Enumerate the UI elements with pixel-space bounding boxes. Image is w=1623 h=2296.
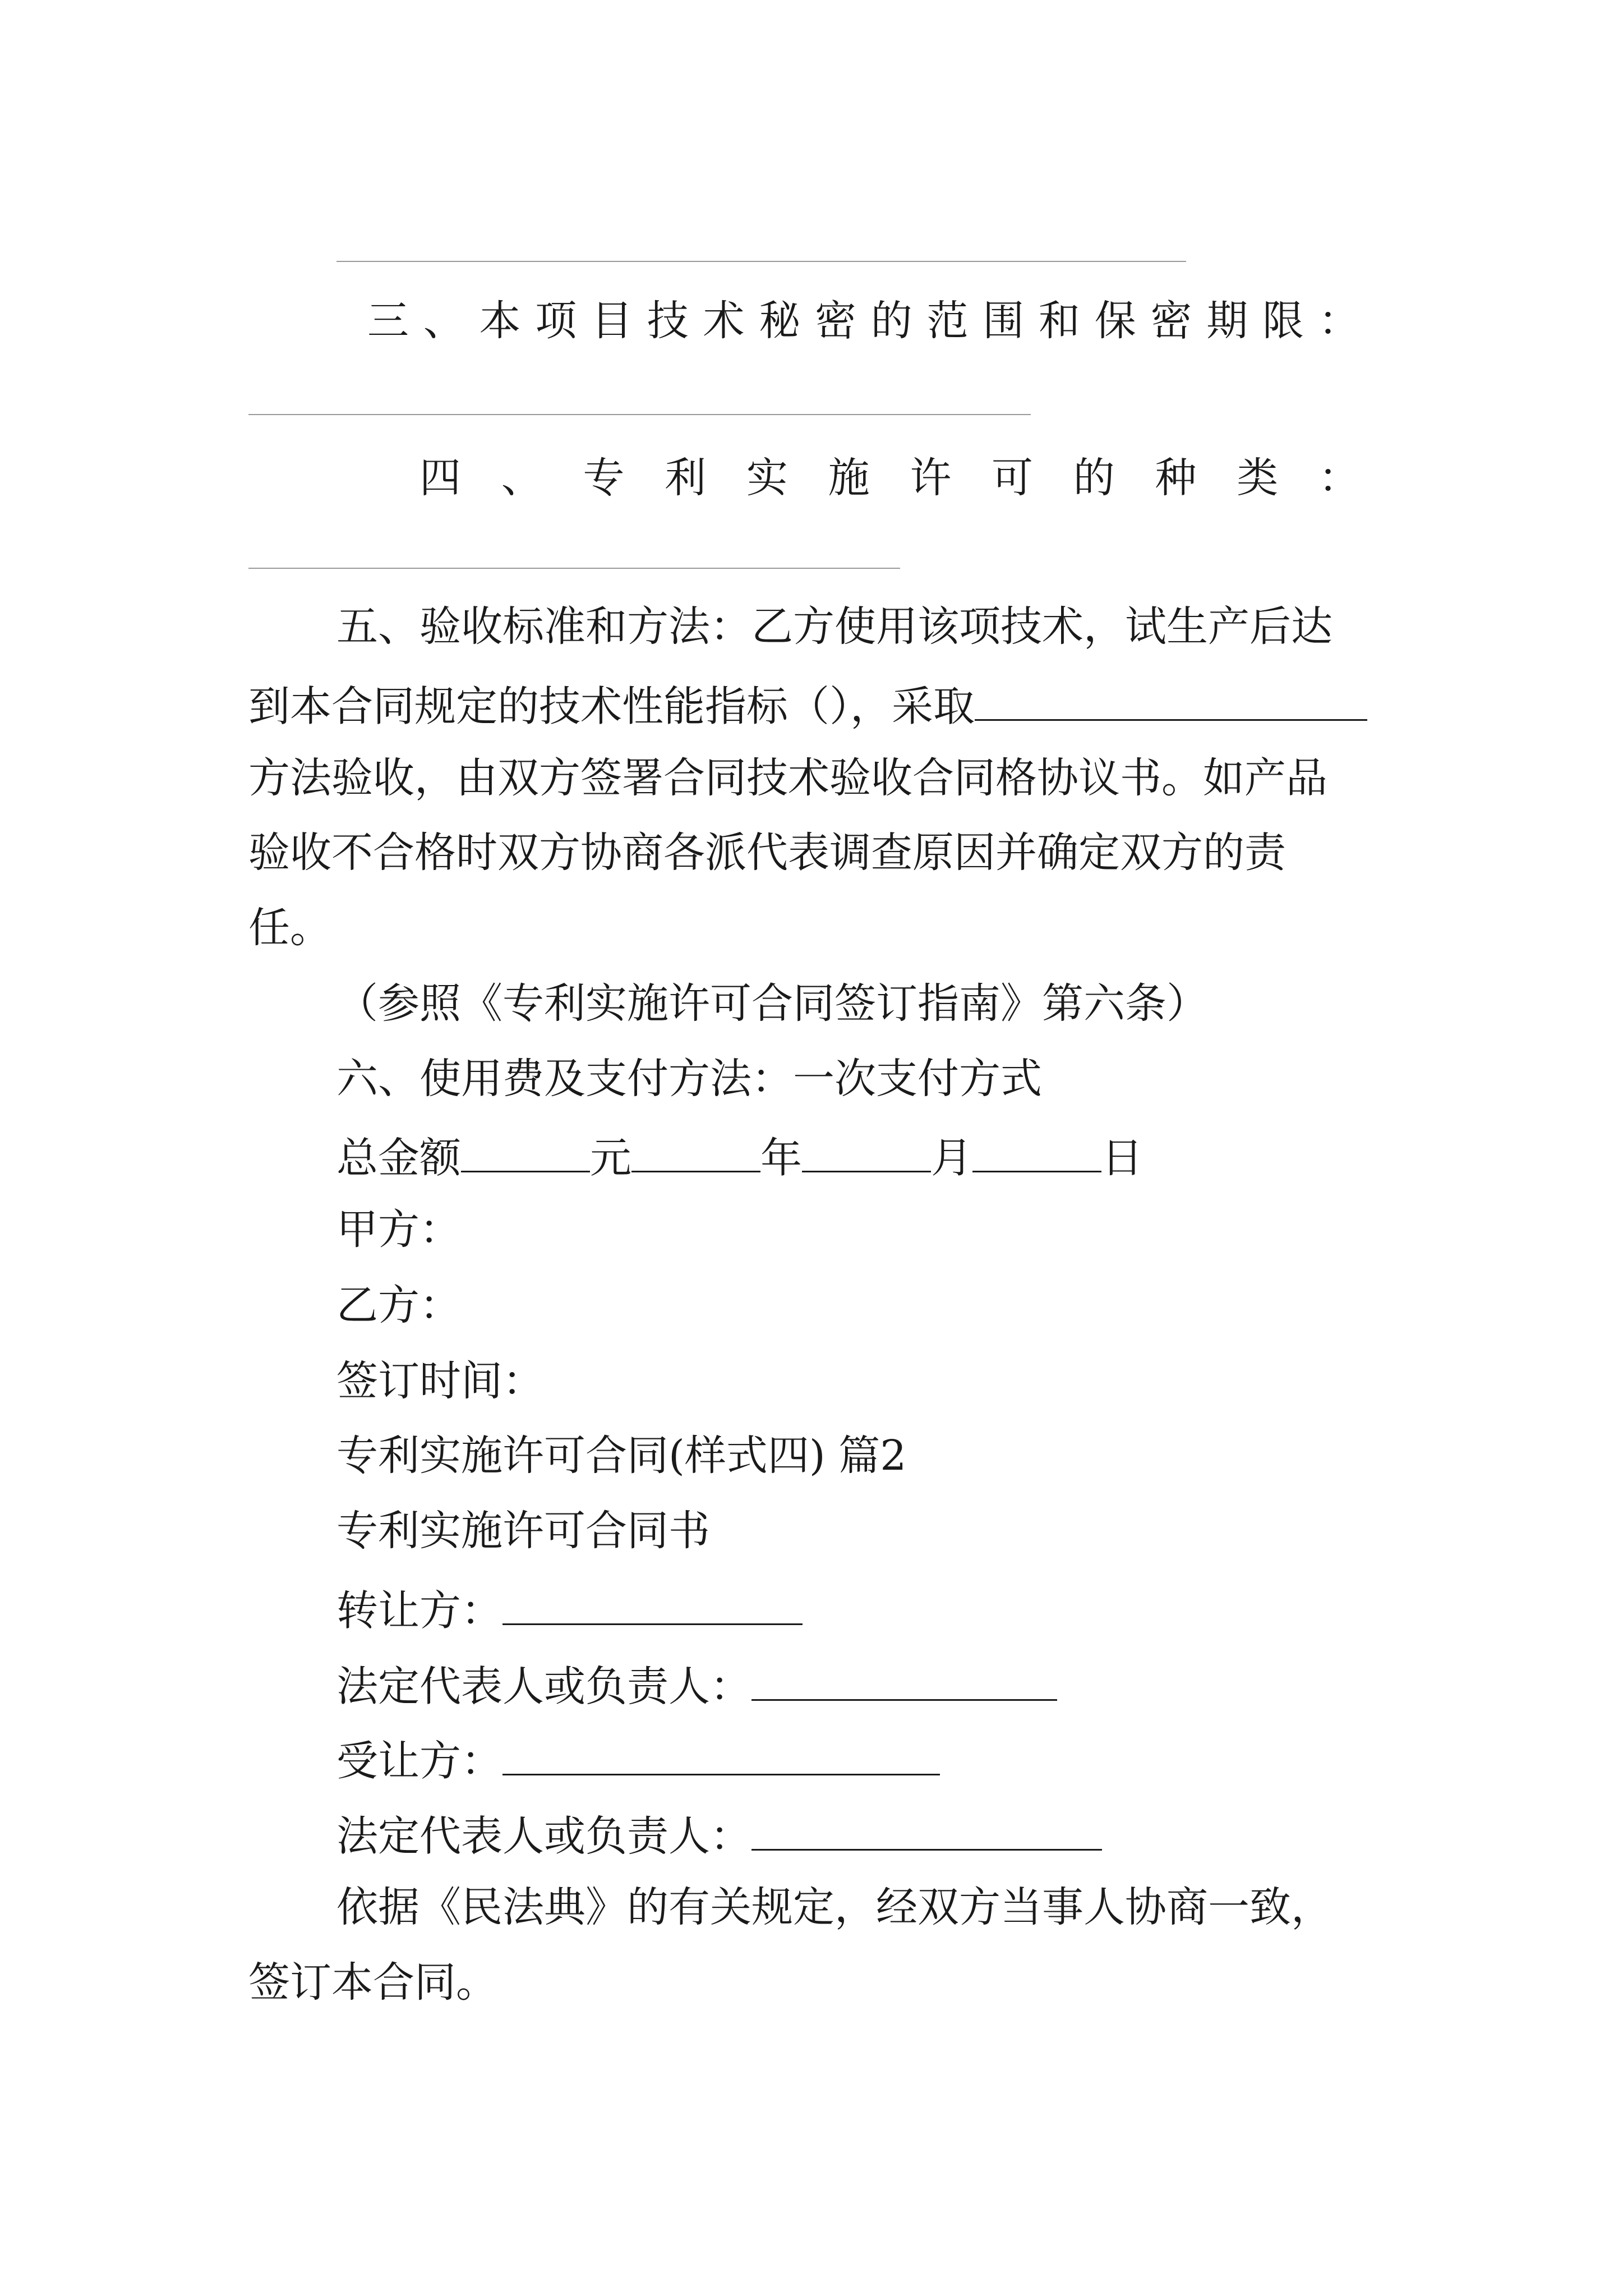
second-contract-title: 专利实施许可合同(样式四) 篇2	[336, 1432, 907, 1480]
heading-char: 可	[992, 454, 1034, 502]
month-label: 月	[931, 1134, 972, 1182]
party-a-label: 甲方：	[336, 1205, 461, 1254]
heading-char: 范	[926, 297, 969, 345]
section-5-line-4: 验收不合格时双方协商各派代表调查原因并确定双方的责	[248, 829, 1286, 877]
heading-char: 种	[1155, 454, 1197, 502]
heading-char: 施	[828, 454, 870, 502]
heading-char: 项	[535, 297, 577, 345]
heading-char: 本	[479, 297, 521, 345]
section-5-line-1: 五、验收标准和方法：乙方使用该项技术，试生产后达	[336, 602, 1332, 651]
heading-char: 专	[583, 454, 625, 502]
section-3-rule	[248, 414, 1031, 415]
legal-rep-label-2: 法定代表人或负责人：	[336, 1812, 751, 1861]
section-5-line-5: 任。	[248, 904, 331, 952]
transferee-label: 受让方：	[336, 1737, 502, 1786]
legal-rep-blank-1[interactable]	[751, 1662, 1057, 1701]
legal-rep-row-1	[336, 1662, 1057, 1711]
heading-char: 利	[665, 454, 707, 502]
sign-time-label: 签订时间：	[336, 1357, 544, 1405]
section-4-rule	[248, 568, 900, 569]
day-label: 日	[1101, 1134, 1143, 1182]
yuan-label: 元	[590, 1134, 631, 1182]
reference-note: （参照《专利实施许可合同签订指南》第六条）	[336, 979, 1208, 1028]
amount-blank[interactable]	[461, 1133, 590, 1172]
basis-line-2: 签订本合同。	[248, 1958, 497, 2007]
method-blank[interactable]	[975, 682, 1367, 721]
heading-char: 的	[1073, 454, 1115, 502]
heading-char: 密	[1150, 297, 1192, 345]
top-rule	[336, 261, 1186, 262]
day-blank[interactable]	[972, 1133, 1101, 1172]
legal-rep-blank-2[interactable]	[751, 1811, 1102, 1851]
section-5-line-3: 方法验收，由双方签署合同技术验收合同格协议书。如产品	[248, 754, 1327, 802]
heading-char: 限	[1262, 297, 1304, 345]
section-6-heading: 六、使用费及支付方法：一次支付方式	[336, 1055, 1042, 1103]
heading-char: 许	[910, 454, 952, 502]
heading-char: 的	[870, 297, 912, 345]
basis-line-1: 依据《民法典》的有关规定，经双方当事人协商一致，	[336, 1883, 1332, 1931]
year-blank[interactable]	[631, 1133, 760, 1172]
heading-char: 保	[1094, 297, 1136, 345]
heading-char: 技	[647, 297, 689, 345]
transferor-label: 转让方：	[336, 1586, 502, 1635]
heading-char: 实	[746, 454, 788, 502]
heading-char: 术	[703, 297, 745, 345]
heading-char: 、	[423, 297, 465, 345]
transferor-blank[interactable]	[502, 1586, 803, 1625]
heading-char: 期	[1206, 297, 1248, 345]
heading-char: 密	[815, 297, 856, 345]
heading-char: 、	[501, 454, 543, 502]
total-amount-row	[336, 1133, 1143, 1182]
heading-char: 四	[419, 454, 461, 502]
transferee-row	[336, 1736, 940, 1786]
heading-char: ：	[1318, 454, 1360, 502]
heading-char: 类	[1237, 454, 1279, 502]
heading-char: 围	[983, 297, 1025, 345]
heading-char: 和	[1039, 297, 1080, 345]
contract-book-title: 专利实施许可合同书	[336, 1507, 710, 1555]
section-5-line-2-text: 到本合同规定的技术性能指标（），采取	[248, 682, 975, 731]
transferee-blank[interactable]	[502, 1736, 940, 1775]
transferor-row	[336, 1586, 803, 1635]
section-3-heading	[367, 297, 1360, 345]
month-blank[interactable]	[802, 1133, 931, 1172]
heading-char: 三	[367, 297, 409, 345]
legal-rep-label-1: 法定代表人或负责人：	[336, 1662, 751, 1711]
legal-rep-row-2	[336, 1811, 1102, 1861]
year-label: 年	[760, 1134, 802, 1182]
section-5-line-2	[248, 682, 1367, 731]
total-amount-label: 总金额	[336, 1134, 461, 1182]
party-b-label: 乙方：	[336, 1281, 461, 1329]
heading-char: ：	[1318, 297, 1360, 345]
heading-char: 秘	[759, 297, 801, 345]
heading-char: 目	[591, 297, 633, 345]
section-4-heading	[419, 454, 1360, 502]
